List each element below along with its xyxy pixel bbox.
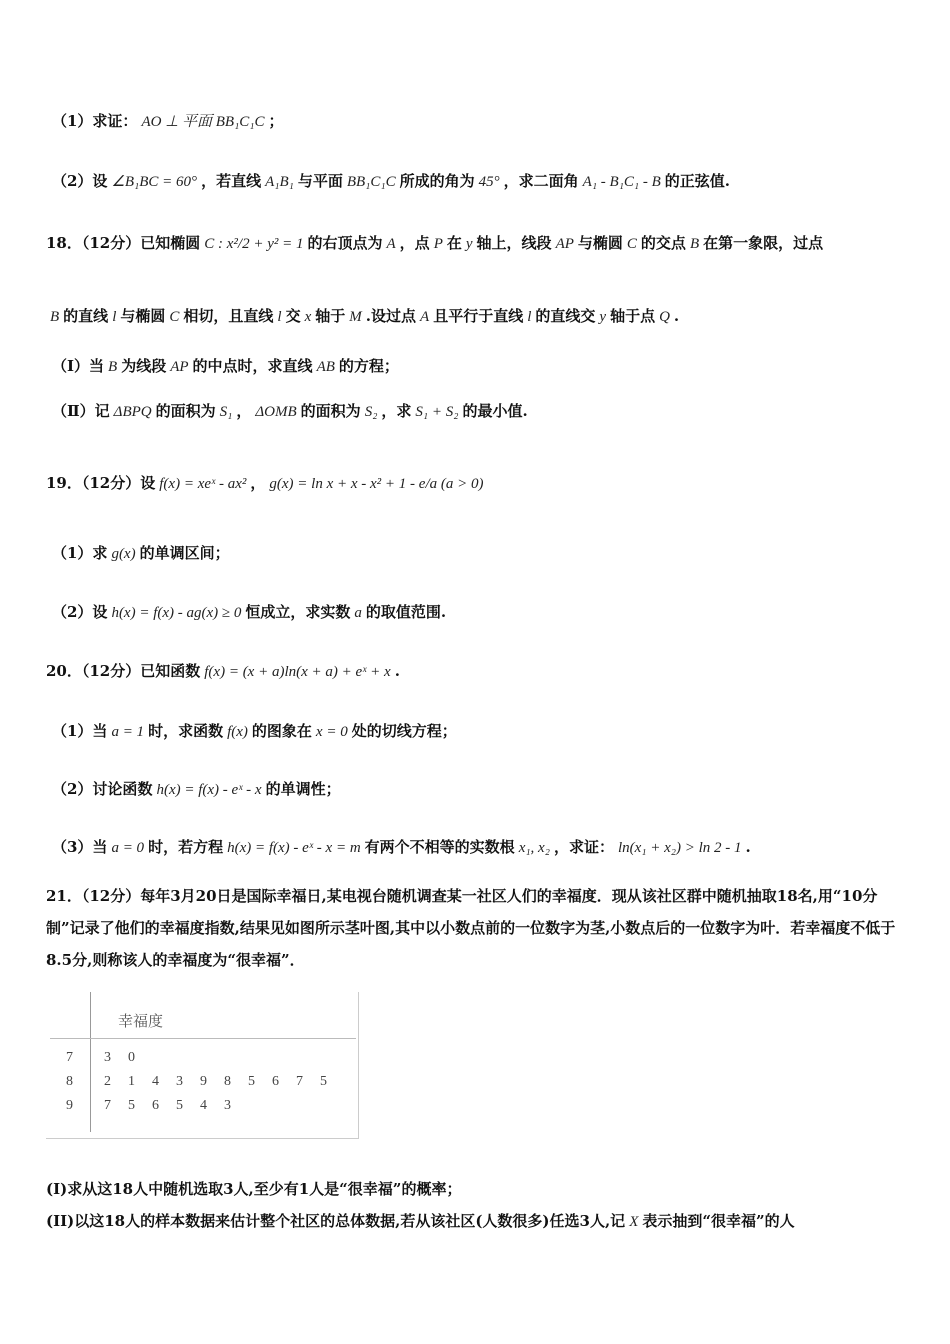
stem-leaf-row xyxy=(46,1074,358,1094)
leaf-value: 9 xyxy=(200,1074,207,1089)
q21-partII: (II)以这18人的样本数据来估计整个社区的总体数据,若从该社区(人数很多)任选3人,记 X 表示抽到“很幸福”的人 xyxy=(46,1212,795,1230)
q20-part3: （3）当 a = 0 时，若方程 h(x) = f(x) - eˣ - x = m 有两个不相等的实数根 x₁, x₂ ，求证： ln(x₁ + x₂) > ln 2 - 1 . xyxy=(52,838,751,856)
stem-value: 8 xyxy=(66,1074,73,1089)
leaf-value: 4 xyxy=(200,1098,207,1113)
leaf-value: 3 xyxy=(176,1074,183,1089)
leaf-value: 6 xyxy=(152,1098,159,1113)
q20-head: 20．（12分）已知函数 f(x) = (x + a)ln(x + a) + eˣ + x . xyxy=(46,662,400,680)
leaf-value: 6 xyxy=(272,1074,279,1089)
stem-leaf-row xyxy=(46,1098,358,1118)
header-divider xyxy=(50,1038,356,1039)
q20-part2: （2）讨论函数 h(x) = f(x) - eˣ - x 的单调性； xyxy=(52,780,341,798)
stem-leaf-title: 幸福度 xyxy=(118,1014,164,1030)
leaf-value: 3 xyxy=(224,1098,231,1113)
leaf-value: 5 xyxy=(128,1098,135,1113)
q21-partI: (I)求从这18人中随机选取3人,至少有1人是“很幸福”的概率； xyxy=(46,1180,462,1198)
q18-line1: 18．（12分）已知椭圆 C : x²/2 + y² = 1 的右顶点为 A ，点 P 在 y 轴上，线段 AP 与椭圆 C 的交点 B 在第一象限，过点 xyxy=(46,234,824,252)
leaf-values xyxy=(104,1074,344,1090)
q17-part1: （1）求证： AO ⊥ 平面 BB₁C₁C ； xyxy=(52,112,284,130)
leaf-value: 7 xyxy=(104,1098,111,1113)
leaf-value: 3 xyxy=(104,1050,111,1065)
leaf-value: 7 xyxy=(296,1074,303,1089)
q19-part1: （1）求 g(x) 的单调区间； xyxy=(52,544,230,562)
stem-value: 7 xyxy=(66,1050,73,1065)
q18-line2: B 的直线 l 与椭圆 C 相切，且直线 l 交 x 轴于 M .设过点 A 且平行于直线 l 的直线交 y 轴于点 Q . xyxy=(50,307,680,325)
q19-head: 19．（12分）设 f(x) = xeˣ - ax² ， g(x) = ln x + x - x² + 1 - e/a (a > 0) xyxy=(46,474,484,492)
leaf-value: 5 xyxy=(176,1098,183,1113)
math-expression: AO ⊥ 平面 BB₁C₁C xyxy=(141,114,265,130)
leaf-value: 0 xyxy=(128,1050,135,1065)
q18-part2: （Ⅱ）记 ΔBPQ 的面积为 S₁ ， ΔOMB 的面积为 S₂ ，求 S₁ + S₂ 的最小值. xyxy=(52,402,528,420)
q18-part1: （Ⅰ）当 B 为线段 AP 的中点时，求直线 AB 的方程； xyxy=(52,357,399,375)
q20-part1: （1）当 a = 1 时，求函数 f(x) 的图象在 x = 0 处的切线方程； xyxy=(52,722,457,740)
q21-intro: 21．（12分）每年3月20日是国际幸福日,某电视台随机调查某一社区人们的幸福度．现从该社区群中随机抽取18名,用“10分制”记录了他们的幸福度指数,结果见如图所示茎叶图,其中以小数点前的一位数字为茎,小数点后的一位数字为叶．若幸福度不低于8.5分,则称该人的幸福度为“很幸福”． xyxy=(46,887,896,969)
stem-leaf-row xyxy=(46,1050,358,1070)
leaf-value: 4 xyxy=(152,1074,159,1089)
stem-value: 9 xyxy=(66,1098,73,1113)
leaf-value: 2 xyxy=(104,1074,111,1089)
leaf-value: 5 xyxy=(248,1074,255,1089)
leaf-value: 1 xyxy=(128,1074,135,1089)
leaf-values xyxy=(104,1098,248,1114)
q19-part2: （2）设 h(x) = f(x) - ag(x) ≥ 0 恒成立，求实数 a 的取值范围. xyxy=(52,603,447,621)
stem-leaf-plot xyxy=(46,992,359,1139)
leaf-value: 8 xyxy=(224,1074,231,1089)
q17-part2: （2）设 ∠B₁BC = 60° ，若直线 A₁B₁ 与平面 BB₁C₁C 所成的角为 45° ，求二面角 A₁ - B₁C₁ - B 的正弦值. xyxy=(52,172,731,190)
leaf-values xyxy=(104,1050,152,1066)
leaf-value: 5 xyxy=(320,1074,327,1089)
